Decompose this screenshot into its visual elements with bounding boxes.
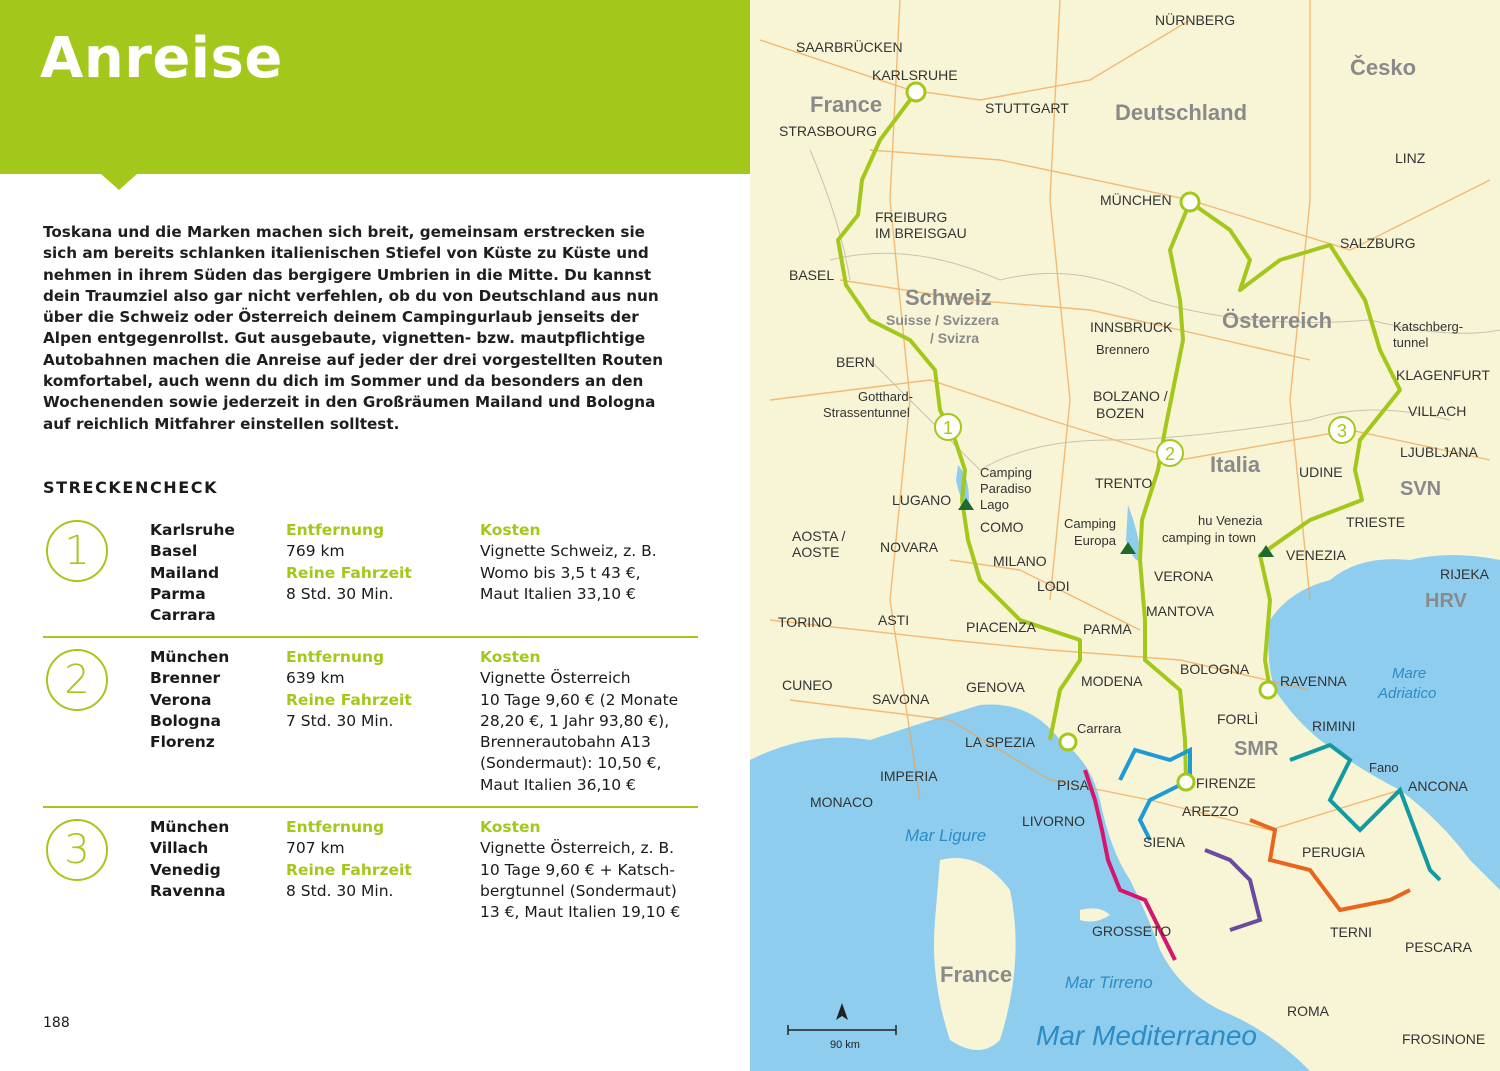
country-label: France [940,962,1013,987]
route-stops [150,817,229,902]
stop: Ravenna [150,881,226,900]
cost-line: 10 Tage 9,60 € + Katsch- [480,860,675,879]
country-label: HRV [1425,590,1467,612]
city-label: KARLSRUHE [872,67,958,83]
node-firenze [1178,774,1194,790]
node-karlsruhe [907,83,925,101]
divider [43,806,698,808]
cost-line: 10 Tage 9,60 € (2 Monate [480,690,679,709]
city-label: RIMINI [1312,718,1356,734]
header-notch [101,174,137,190]
stop: München [150,818,230,836]
city-label: Fano [1369,760,1399,775]
city-label: MODENA [1081,673,1143,689]
route-distance [286,817,412,902]
city-label: IM BREISGAU [875,225,967,241]
city-label: Camping [1064,516,1117,531]
city-label: LINZ [1395,150,1426,166]
cost-label: Kosten [480,648,541,666]
city-label: BOLZANO / [1093,388,1168,404]
stop: Florenz [150,733,215,752]
cost-line: Womo bis 3,5 t 43 €, [480,563,641,582]
route-stops [150,647,229,753]
city-label: PIACENZA [966,619,1037,635]
route-badge-label: 3 [1336,421,1348,441]
cost-line: bergtunnel (Sondermaut) [480,881,677,900]
time-label: Reine Fahrzeit [286,563,412,582]
city-label: FIRENZE [1196,775,1256,791]
time-label: Reine Fahrzeit [286,860,412,879]
city-label: PESCARA [1405,939,1472,955]
country-label: SMR [1234,738,1279,760]
city-label: Europa [1074,533,1116,548]
city-label: Paradiso [980,481,1032,496]
city-label: FREIBURG [875,209,948,225]
city-label: SIENA [1143,834,1186,850]
stop: Venedig [150,860,221,879]
city-label: tunnel [1393,335,1429,350]
route-badge-label: 1 [942,418,954,438]
city-label: NÜRNBERG [1155,12,1236,28]
city-label: ASTI [878,612,910,628]
city-label: camping in town [1162,530,1256,545]
cost-line: Maut Italien 33,10 € [480,584,636,603]
cost-line: Vignette Österreich, z. B. [480,839,674,858]
divider [43,636,698,638]
stop: Karlsruhe [150,521,235,539]
city-label: STUTTGART [985,100,1069,116]
country-label: Schweiz [905,285,992,310]
city-label: STRASBOURG [779,123,878,139]
stop: Verona [150,690,212,709]
city-label: SALZBURG [1340,235,1416,251]
header-band [0,0,750,174]
page-number: 188 [43,1015,70,1031]
city-label: Gotthard- [858,389,913,404]
city-label: AOSTE [792,544,840,560]
scale-label: 90 km [830,1039,860,1051]
distance-value: 707 km [286,839,345,858]
sea-label: Adriatico [1378,685,1437,702]
cost-label: Kosten [480,521,541,539]
route-distance [286,647,412,732]
city-label: SAVONA [872,691,930,707]
city-label: LIVORNO [1022,813,1086,829]
stop: Bologna [150,711,222,730]
node-ravenna [1260,682,1276,698]
city-label: BOLOGNA [1180,661,1250,677]
island-corsica [934,858,1016,1050]
distance-value: 769 km [286,542,345,561]
route-stops [150,520,235,626]
city-label: BASEL [789,267,835,283]
city-label: UDINE [1299,464,1343,480]
city-label: VERONA [1154,568,1214,584]
stop: Mailand [150,563,220,582]
time-value: 8 Std. 30 Min. [286,584,394,603]
city-label: hu Venezia [1198,513,1263,528]
stop: München [150,648,230,666]
stop: Villach [150,839,209,858]
country-label: Deutschland [1115,100,1248,125]
city-label: FORLÌ [1217,711,1259,727]
city-label: MILANO [993,553,1047,569]
city-label: TERNI [1330,924,1372,940]
cost-line: Brennerautobahn A13 [480,733,651,752]
cost-line: Vignette Schweiz, z. B. [480,542,657,561]
city-label: Camping [980,465,1033,480]
city-label: ROMA [1287,1003,1329,1019]
time-value: 7 Std. 30 Min. [286,711,394,730]
city-label: RIJEKA [1440,566,1490,582]
sea-label: Mare [1392,665,1427,682]
stop: Basel [150,542,198,561]
city-label: LJUBLJANA [1400,444,1478,460]
city-label: PARMA [1083,621,1132,637]
city-label: VENEZIA [1286,547,1346,563]
cost-line: (Sondermaut): 10,50 €, [480,754,662,773]
stop: Carrara [150,606,216,625]
country-label: Italia [1210,452,1261,477]
intro-paragraph: Toskana und die Marken machen sich breit, gemeinsam erstrecken sie sich am bereits schlanken italienischen Stiefel von Küste zu Küste und nehmen in ihrem Süden das bergigere Umbrien in die Mitte. Du kannst dein Traumziel also gar nicht verfehlen, ob du von Deutschland aus nun über die Schweiz oder Österreich deinem Campingurlaub jenseits der Alpen entgegenrollst. Gut ausgebaute, vignetten- bzw. mautpflichtige Autobahnen machen die Anreise auf jeder der drei vorgestellten Routen komfortabel, auch wenn du dich im Sommer und da besonders an den Wochenenden sowie jederzeit in den Großräumen Mailand und Bologna auf reichlich Mitfahrer einstellen solltest. [43,223,664,433]
city-label: Lago [980,497,1009,512]
city-label: GROSSETO [1092,923,1172,939]
country-label: France [810,92,883,117]
intro-text [43,222,683,435]
page-title: Anreise [40,26,283,91]
city-label: KLAGENFURT [1396,367,1490,383]
city-label: COMO [980,519,1024,535]
time-label: Reine Fahrzeit [286,690,412,709]
cost-line: 13 €, Maut Italien 19,10 € [480,903,681,922]
sea-label: Mar Tirreno [1065,973,1153,992]
city-label: PISA [1057,777,1089,793]
sea-label: Mar Ligure [905,826,987,845]
city-label: TRIESTE [1346,514,1406,530]
route-map [750,0,1500,1071]
city-label: LA SPEZIA [965,734,1036,750]
cost-label: Kosten [480,818,541,836]
cost-line: Maut Italien 36,10 € [480,775,636,794]
sea-label: Mar Mediterraneo [1036,1020,1257,1051]
country-label: / Svizra [930,330,980,346]
city-label: NOVARA [880,539,939,555]
city-label: LUGANO [892,492,952,508]
country-label: SVN [1400,478,1442,500]
city-label: MANTOVA [1146,603,1214,619]
city-label: Strassentunnel [823,405,910,420]
city-label: RAVENNA [1280,673,1347,689]
route-cost [480,520,695,605]
stop: Brenner [150,669,221,688]
route-cost [480,647,695,796]
node-carrara [1060,734,1076,750]
city-label: AREZZO [1182,803,1239,819]
time-value: 8 Std. 30 Min. [286,881,394,900]
country-label: Österreich [1222,308,1333,333]
city-label: PERUGIA [1302,844,1366,860]
city-label: Katschberg- [1393,319,1464,334]
cost-line: 28,20 €, 1 Jahr 93,80 €), [480,711,670,730]
streckencheck-title: STRECKENCHECK [43,478,219,497]
route-number-badge: 1 [46,520,108,582]
country-label: Suisse / Svizzera [886,312,999,328]
city-label: TRENTO [1095,475,1153,491]
city-label: MONACO [810,794,873,810]
distance-label: Entfernung [286,818,385,836]
city-label: TORINO [778,614,833,630]
route-cost [480,817,695,923]
route-number-badge: 3 [46,819,108,881]
city-label: CUNEO [782,677,833,693]
city-label: SAARBRÜCKEN [796,39,903,55]
city-label: IMPERIA [880,768,938,784]
distance-value: 639 km [286,669,345,688]
city-label: BERN [836,354,875,370]
route-badge-label: 2 [1164,444,1176,464]
city-label: AOSTA / [792,528,846,544]
city-label: Carrara [1077,721,1122,736]
city-label: ANCONA [1408,778,1468,794]
city-label: VILLACH [1408,403,1467,419]
country-label: Česko [1350,55,1417,80]
cost-line: Vignette Österreich [480,669,631,688]
route-number-badge: 2 [46,649,108,711]
city-label: Brennero [1096,342,1150,357]
city-label: INNSBRUCK [1090,319,1173,335]
city-label: GENOVA [966,679,1025,695]
city-label: FROSINONE [1402,1031,1486,1047]
city-label: MÜNCHEN [1100,192,1172,208]
city-label: BOZEN [1096,405,1145,421]
stop: Parma [150,584,206,603]
node-muenchen [1181,193,1199,211]
city-label: LODI [1037,578,1070,594]
route-distance [286,520,412,605]
distance-label: Entfernung [286,521,385,539]
distance-label: Entfernung [286,648,385,666]
